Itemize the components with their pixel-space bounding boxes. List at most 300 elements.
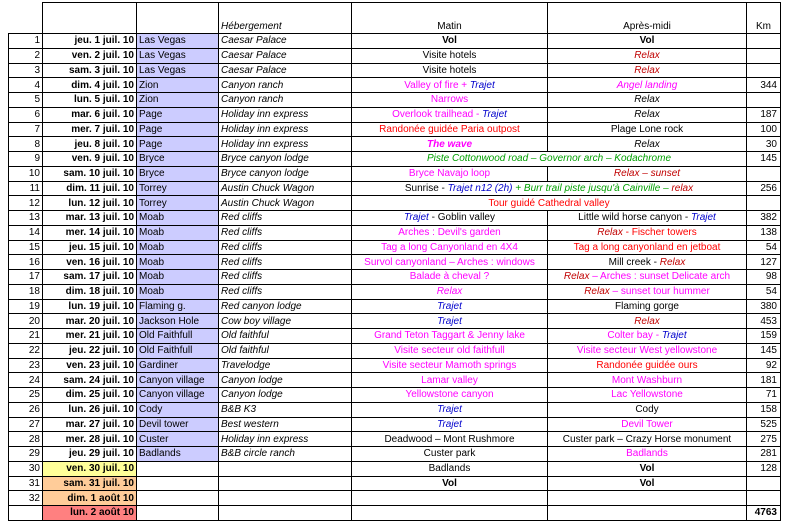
row-matin [352, 402, 548, 417]
row-ville: Las Vegas [137, 48, 219, 63]
row-km: 275 [747, 432, 781, 447]
row-hebergement: Canyon ranch [219, 93, 352, 108]
row-apres-midi [548, 373, 747, 388]
row-km: 181 [747, 373, 781, 388]
row-ville: Cody [137, 402, 219, 417]
row-apres-midi [548, 299, 747, 314]
row-ville: Devil tower [137, 417, 219, 432]
activity-text: Trajet [661, 330, 687, 342]
row-km: 382 [747, 211, 781, 226]
row-matin [352, 137, 548, 152]
header-matin: Matin [352, 3, 548, 34]
row-date: dim. 11 juil. 10 [43, 181, 137, 196]
row-matin [352, 122, 548, 137]
row-ville: Page [137, 107, 219, 122]
row-number: 10 [9, 166, 43, 181]
row-matin [352, 34, 548, 49]
activity-text: Lamar valley [421, 374, 478, 386]
row-apres-midi [548, 388, 747, 403]
table-row [9, 166, 781, 181]
activity-text: Visite secteur West yellowstone [576, 345, 718, 357]
activity-text: Custer park – Crazy Horse monument [562, 433, 732, 445]
activity-text: Vol [639, 35, 655, 47]
table-row [9, 93, 781, 108]
row-apres-midi [548, 137, 747, 152]
row-km: 158 [747, 402, 781, 417]
header-hebergement: Hébergement [219, 3, 352, 34]
row-matin [352, 358, 548, 373]
row-apres-midi [548, 122, 747, 137]
activity-text: Visite hotels [422, 50, 477, 62]
row-ville [137, 461, 219, 476]
row-matin [352, 240, 548, 255]
row-ville: Moab [137, 270, 219, 285]
row-number: 6 [9, 107, 43, 122]
row-hebergement: Travelodge [219, 358, 352, 373]
row-number: 11 [9, 181, 43, 196]
activity-text: Trajet n12 (2h) [447, 182, 513, 194]
header-num-cell [9, 3, 43, 34]
row-km: 127 [747, 255, 781, 270]
row-number: 28 [9, 432, 43, 447]
activity-text: - Goblin valley [428, 212, 495, 224]
row-date: ven. 16 juil. 10 [43, 255, 137, 270]
row-date: mar. 6 juil. 10 [43, 107, 137, 122]
row-km [747, 48, 781, 63]
row-apres-midi [548, 240, 747, 255]
row-matin [352, 284, 548, 299]
total-km: 4763 [747, 506, 781, 521]
last-row-date: lun. 2 août 10 [43, 506, 137, 521]
activity-text: Badlands [428, 463, 471, 475]
row-matin [352, 225, 548, 240]
row-number: 5 [9, 93, 43, 108]
row-matin [352, 48, 548, 63]
activity-text: Trajet [437, 418, 462, 430]
row-apres-midi [548, 166, 747, 181]
table-row [9, 137, 781, 152]
row-hebergement: Austin Chuck Wagon [219, 181, 352, 196]
row-date: ven. 23 juil. 10 [43, 358, 137, 373]
table-row [9, 402, 781, 417]
activity-text: Mill creek - [608, 256, 660, 268]
activity-text: Trajet [437, 300, 462, 312]
activity-text: – sunset tour hummer [609, 286, 710, 298]
row-hebergement: Caesar Palace [219, 34, 352, 49]
table-row [9, 358, 781, 373]
row-date: jeu. 8 juil. 10 [43, 137, 137, 152]
row-hebergement: Canyon lodge [219, 388, 352, 403]
row-number: 24 [9, 373, 43, 388]
activity-text: Balade à cheval ? [409, 271, 490, 283]
row-hebergement: Caesar Palace [219, 63, 352, 78]
row-matin [352, 211, 548, 226]
row-apres-midi [548, 343, 747, 358]
row-ville: Old Faithfull [137, 329, 219, 344]
row-hebergement: Bryce canyon lodge [219, 152, 352, 167]
table-row [9, 196, 781, 211]
activity-text: Tour guidé Cathedral valley [488, 197, 610, 209]
activity-text: Vol [639, 477, 655, 489]
row-apres-midi [548, 476, 747, 491]
row-ville: Zion [137, 93, 219, 108]
activity-text: Relax – sunset [613, 168, 681, 180]
row-date: mar. 20 juil. 10 [43, 314, 137, 329]
row-matin [352, 447, 548, 462]
activity-text: Relax [584, 286, 610, 298]
header-ville-cell [137, 3, 219, 34]
row-activity-merged [352, 152, 747, 167]
row-date: dim. 18 juil. 10 [43, 284, 137, 299]
row-date: mer. 28 juil. 10 [43, 432, 137, 447]
activity-text: Yellowstone canyon [405, 389, 494, 401]
table-row [9, 122, 781, 137]
row-date: mer. 14 juil. 10 [43, 225, 137, 240]
row-ville: Torrey [137, 196, 219, 211]
row-number: 27 [9, 417, 43, 432]
row-number: 32 [9, 491, 43, 506]
row-hebergement [219, 491, 352, 506]
row-ville: Gardiner [137, 358, 219, 373]
table-row [9, 34, 781, 49]
last-row-heb [219, 506, 352, 521]
row-km: 525 [747, 417, 781, 432]
activity-text: Randonée guidée ours [596, 359, 698, 371]
row-hebergement: Red cliffs [219, 240, 352, 255]
row-apres-midi [548, 284, 747, 299]
row-date: sam. 17 juil. 10 [43, 270, 137, 285]
activity-text: Relax [634, 50, 660, 62]
row-hebergement: Bryce canyon lodge [219, 166, 352, 181]
activity-text: Mont Washburn [611, 374, 683, 386]
activity-text: Overlook trailhead - [392, 109, 483, 121]
activity-text: Visite secteur Mamoth springs [382, 359, 517, 371]
row-number: 29 [9, 447, 43, 462]
row-hebergement: Holiday inn express [219, 432, 352, 447]
row-date: lun. 5 juil. 10 [43, 93, 137, 108]
activity-text: Vol [442, 35, 457, 47]
row-hebergement [219, 461, 352, 476]
activity-text: Narrows [430, 94, 469, 106]
row-hebergement: Austin Chuck Wagon [219, 196, 352, 211]
row-hebergement: Cow boy village [219, 314, 352, 329]
row-apres-midi [548, 417, 747, 432]
activity-text: Relax [659, 256, 686, 268]
activity-text: Cody [635, 404, 659, 416]
row-number: 17 [9, 270, 43, 285]
row-apres-midi [548, 78, 747, 93]
activity-text: Relax [436, 286, 463, 298]
row-matin [352, 461, 548, 476]
header-apres-midi: Après-midi [548, 3, 747, 34]
table-row [9, 240, 781, 255]
header-date-cell [43, 3, 137, 34]
row-hebergement: Red cliffs [219, 255, 352, 270]
row-km: 92 [747, 358, 781, 373]
activity-text: Lac Yellowstone [611, 389, 683, 401]
row-number: 26 [9, 402, 43, 417]
activity-text: Relax [634, 64, 660, 76]
table-row [9, 432, 781, 447]
row-number: 3 [9, 63, 43, 78]
row-number: 9 [9, 152, 43, 167]
activity-text: Piste Cottonwood road – Governor arch – Kodachrome [426, 153, 672, 165]
row-date: sam. 31 juil. 10 [43, 476, 137, 491]
activity-text: Arches : Devil's garden [398, 227, 501, 239]
row-matin [352, 373, 548, 388]
row-hebergement: B&B K3 [219, 402, 352, 417]
activity-text: The wave [426, 138, 473, 150]
row-matin [352, 432, 548, 447]
row-apres-midi [548, 358, 747, 373]
row-apres-midi [548, 48, 747, 63]
activity-text: Relax [634, 109, 660, 121]
activity-text: Bryce Navajo loop [408, 168, 491, 180]
row-number: 30 [9, 461, 43, 476]
row-matin [352, 476, 548, 491]
row-apres-midi [548, 329, 747, 344]
row-matin [352, 343, 548, 358]
activity-text: Tag a long Canyonland en 4X4 [381, 241, 518, 253]
row-date: dim. 4 juil. 10 [43, 78, 137, 93]
activity-text: - Fischer towers [622, 227, 697, 239]
row-apres-midi [548, 402, 747, 417]
activity-text: Trajet [437, 315, 462, 327]
row-number: 21 [9, 329, 43, 344]
row-number: 7 [9, 122, 43, 137]
row-km [747, 93, 781, 108]
row-activity-merged [352, 181, 747, 196]
row-apres-midi [548, 255, 747, 270]
row-apres-midi [548, 63, 747, 78]
row-date: mar. 27 juil. 10 [43, 417, 137, 432]
row-hebergement: Red cliffs [219, 211, 352, 226]
activity-text: Relax [634, 138, 660, 150]
row-hebergement: B&B circle ranch [219, 447, 352, 462]
row-matin [352, 255, 548, 270]
row-km: 54 [747, 284, 781, 299]
activity-text: Visite hotels [422, 64, 477, 76]
activity-text: Angel landing [616, 79, 678, 91]
table-row [9, 78, 781, 93]
row-ville [137, 476, 219, 491]
itinerary-table [8, 2, 781, 521]
row-date: dim. 1 août 10 [43, 491, 137, 506]
activity-text: Devil Tower [621, 418, 673, 430]
row-ville: Old Faithfull [137, 343, 219, 358]
row-matin [352, 491, 548, 506]
last-row-pm [548, 506, 747, 521]
row-ville: Page [137, 137, 219, 152]
itinerary-body [9, 34, 781, 506]
row-matin [352, 270, 548, 285]
row-km [747, 476, 781, 491]
row-matin [352, 166, 548, 181]
row-ville: Moab [137, 255, 219, 270]
row-number: 1 [9, 34, 43, 49]
row-ville: Custer [137, 432, 219, 447]
table-row [9, 388, 781, 403]
row-km: 98 [747, 270, 781, 285]
row-km: 380 [747, 299, 781, 314]
row-hebergement: Best western [219, 417, 352, 432]
row-number: 13 [9, 211, 43, 226]
row-apres-midi [548, 211, 747, 226]
row-apres-midi [548, 461, 747, 476]
row-hebergement: Red canyon lodge [219, 299, 352, 314]
row-number: 2 [9, 48, 43, 63]
row-date: lun. 19 juil. 10 [43, 299, 137, 314]
row-matin [352, 329, 548, 344]
row-number: 16 [9, 255, 43, 270]
row-date: jeu. 15 juil. 10 [43, 240, 137, 255]
row-hebergement: Red cliffs [219, 270, 352, 285]
table-row [9, 417, 781, 432]
activity-text: Flaming gorge [615, 300, 679, 312]
row-km: 453 [747, 314, 781, 329]
row-ville: Moab [137, 225, 219, 240]
row-number: 14 [9, 225, 43, 240]
row-km: 256 [747, 181, 781, 196]
row-number: 19 [9, 299, 43, 314]
activity-text: Plage Lone rock [610, 123, 684, 135]
row-date: lun. 26 juil. 10 [43, 402, 137, 417]
row-number: 18 [9, 284, 43, 299]
row-hebergement: Red cliffs [219, 225, 352, 240]
row-matin [352, 314, 548, 329]
activity-text: Trajet [691, 212, 716, 224]
row-matin [352, 93, 548, 108]
row-ville: Badlands [137, 447, 219, 462]
row-hebergement: Old faithful [219, 329, 352, 344]
row-ville: Las Vegas [137, 34, 219, 49]
activity-text: Sunrise - [404, 182, 448, 194]
table-row [9, 48, 781, 63]
table-row [9, 284, 781, 299]
activity-text: – Arches : sunset Delicate arch [589, 271, 731, 283]
row-number: 20 [9, 314, 43, 329]
table-row [9, 211, 781, 226]
activity-text: Custer park [423, 448, 476, 460]
activity-text: Tag a long canyonland en jetboat [573, 241, 721, 253]
activity-text: Little wild horse canyon - [578, 212, 691, 224]
row-date: lun. 12 juil. 10 [43, 196, 137, 211]
row-apres-midi [548, 225, 747, 240]
table-row [9, 343, 781, 358]
table-row [9, 152, 781, 167]
last-row-matin [352, 506, 548, 521]
row-apres-midi [548, 447, 747, 462]
activity-text: Trajet [482, 109, 507, 121]
activity-text: Relax [563, 271, 590, 283]
row-date: dim. 25 juil. 10 [43, 388, 137, 403]
activity-text: Colter bay - [607, 330, 662, 342]
table-row [9, 181, 781, 196]
row-km: 100 [747, 122, 781, 137]
row-matin [352, 78, 548, 93]
row-hebergement: Holiday inn express [219, 122, 352, 137]
table-row [9, 107, 781, 122]
table-row [9, 314, 781, 329]
row-matin [352, 417, 548, 432]
row-date: ven. 2 juil. 10 [43, 48, 137, 63]
row-hebergement: Canyon lodge [219, 373, 352, 388]
activity-text: Survol canyonland – Arches : windows [364, 256, 535, 268]
row-matin [352, 63, 548, 78]
row-date: sam. 10 juil. 10 [43, 166, 137, 181]
activity-text: Visite secteur old faithfull [394, 345, 505, 357]
row-date: ven. 9 juil. 10 [43, 152, 137, 167]
row-date: jeu. 29 juil. 10 [43, 447, 137, 462]
itinerary-sheet [8, 2, 781, 521]
row-ville [137, 491, 219, 506]
table-row [9, 255, 781, 270]
row-date: sam. 3 juil. 10 [43, 63, 137, 78]
row-number: 12 [9, 196, 43, 211]
table-row [9, 329, 781, 344]
table-row [9, 476, 781, 491]
row-ville: Bryce [137, 166, 219, 181]
row-km: 138 [747, 225, 781, 240]
row-km: 145 [747, 343, 781, 358]
row-km [747, 34, 781, 49]
row-number: 8 [9, 137, 43, 152]
row-number: 15 [9, 240, 43, 255]
row-km: 281 [747, 447, 781, 462]
activity-text: Badlands [626, 448, 668, 460]
row-ville: Canyon village [137, 373, 219, 388]
row-ville: Flaming g. [137, 299, 219, 314]
row-ville: Torrey [137, 181, 219, 196]
activity-text: Trajet [404, 212, 429, 224]
activity-text: Relax [634, 315, 660, 327]
row-ville: Canyon village [137, 388, 219, 403]
row-ville: Page [137, 122, 219, 137]
row-km: 159 [747, 329, 781, 344]
activity-text: Randonée guidée Paria outpost [379, 123, 520, 135]
row-km: 128 [747, 461, 781, 476]
row-ville: Moab [137, 211, 219, 226]
row-ville: Moab [137, 284, 219, 299]
row-ville: Zion [137, 78, 219, 93]
activity-text: Valley of fire + [404, 79, 470, 91]
row-apres-midi [548, 93, 747, 108]
row-hebergement: Red cliffs [219, 284, 352, 299]
row-km: 344 [747, 78, 781, 93]
row-activity-merged [352, 196, 747, 211]
row-hebergement: Canyon ranch [219, 78, 352, 93]
table-row [9, 461, 781, 476]
row-km: 187 [747, 107, 781, 122]
row-ville: Bryce [137, 152, 219, 167]
table-row [9, 63, 781, 78]
activity-text: Trajet [437, 404, 462, 416]
row-km: 145 [747, 152, 781, 167]
table-row [9, 225, 781, 240]
row-km [747, 196, 781, 211]
row-hebergement: Holiday inn express [219, 107, 352, 122]
table-row [9, 270, 781, 285]
activity-text: Grand Teton Taggart & Jenny lake [374, 330, 525, 342]
row-apres-midi [548, 432, 747, 447]
row-matin [352, 388, 548, 403]
row-apres-midi [548, 491, 747, 506]
row-date: sam. 24 juil. 10 [43, 373, 137, 388]
activity-text: Relax [634, 94, 660, 106]
header-km: Km [747, 3, 781, 34]
row-ville: Las Vegas [137, 63, 219, 78]
row-number: 22 [9, 343, 43, 358]
